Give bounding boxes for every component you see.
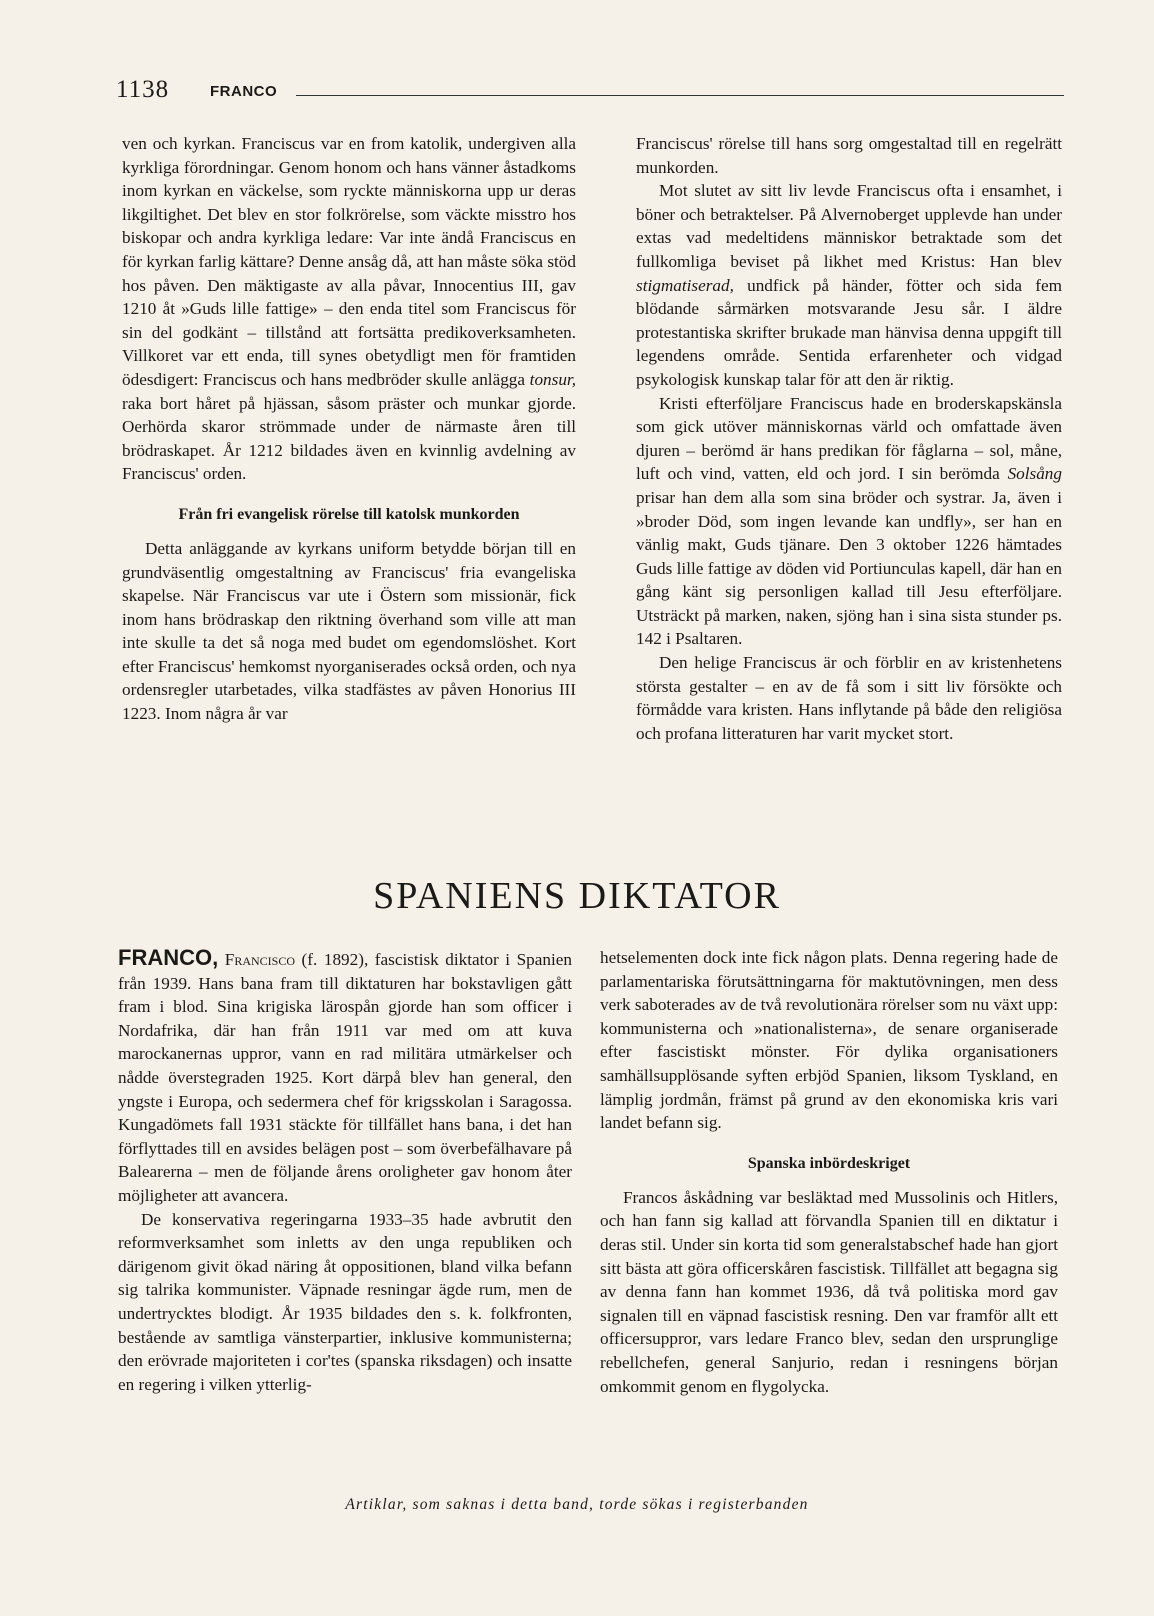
running-header xyxy=(116,76,1064,106)
footer-note: Artiklar, som saknas i detta band, torde sökas i registerbanden xyxy=(345,1496,809,1513)
paragraph: Franciscus' rörelse till hans sorg omgestaltad till en regelrätt munkorden. xyxy=(636,134,1062,177)
paragraph: Detta anläggande av kyrkans uniform betydde början till en grundväsentlig omgestaltning av Franciscus' fria evangeliska skapelse. När Franciscus var ute i Östern som missionär, fick inom hans brödraskap den riktning överhand som ville att man inte skulle ta det så noga med budet om egendomslöshet. Kort efter Franciscus' hemkomst nyorganiserades också orden, och nya ordensregler utarbetades, vilka stadfästes av påven Honorius III 1223. Inom några år var xyxy=(122,538,576,724)
paragraph: De konservativa regeringarna 1933–35 hade avbrutit den reformverksamhet som inletts av den unga republiken och därigenom givit ökad näring åt oppositionen, bland vilka befann sig talrika kommunister. Väpnade resningar ägde rum, men de undertrycktes blodigt. År 1935 bildades den s. k. folkfronten, bestående av samtliga vänsterpartier, inklusive kommunisterna; den erövrade majoriteten i cor'tes (spanska riksdagen) och insatte en regering i vilken ytterlig- xyxy=(118,1209,572,1394)
paragraph: hetselementen dock inte fick någon plats. Denna regering hade de parlamentariska förutsättningarna för maktutövningen, men dess verk saboterades av de två revolutionära rörelser som nu växt upp: kommunisterna och »nationalisterna», de senare organiserade efter fascistiskt mönster. För dylika organisationers samhällsupplösande syften erbjöd Spanien, liksom Tyskland, en lämplig jordmån, främst på grund av den ekonomiska kris vari landet befann sig. xyxy=(600,948,1058,1133)
running-title: FRANCO xyxy=(210,83,278,100)
column-1 xyxy=(122,132,576,726)
subheading: Spanska inbördeskriget xyxy=(747,1154,911,1172)
page-number: 1138 xyxy=(116,76,170,103)
paragraph: Den helige Franciscus är och förblir en av kristenhetens största gestalter – en av de få som i sitt liv försökte och förmådde vara kristen. Hans inflytande på både den religiösa och profana litteraturen har varit mycket stort. xyxy=(636,653,1062,743)
paragraph: Francos åskådning var besläktad med Mussolinis och Hitlers, och han fann sig kallad att förvandla Spanien till en diktatur i deras stil. Under sin korta tid som generalstabschef hade han gjort sitt bästa att göra officerskåren fascistisk. Tillfället att begagna sig av denna fann han kommet 1936, då två politiska mord gav signalen till en väpnad fascistisk resning. Den var framför allt ett officersuppror, vars ledare Franco blev, sedan den ursprunglige rebellchefen, general Sanjurio, redan i resningens början omkommit genom en flygolycka. xyxy=(600,1187,1058,1396)
section-title: SPANIENS DIKTATOR xyxy=(373,875,781,917)
header-rule xyxy=(296,95,1064,96)
lead-name: Francisco xyxy=(224,950,296,969)
column-3 xyxy=(118,946,572,1396)
paragraph: FRANCO, Francisco (f. 1892), fascistisk diktator i Spanien från 1939. Hans bana fram till diktaturen har bokstavligen gått fram i blod. Sina krigiska lärospån gjorde han som officer i Nordafrika, där han från 1911 var med om att kuva marockanernas uppror, vann en rad militära utmärkelser och nådde överstegraden 1925. Kort därpå blev han general, den yngste i Europa, och sedermera chef för krigsskolan i Saragossa. Kungadömets fall 1931 stäckte för tillfället hans bana, i det han förflyttades till en avsides belägen post – som överbefälhavare på Balearerna – men de följande årens oroligheter gav honom åter möjligheter att avancera. xyxy=(118,945,572,1205)
column-4 xyxy=(600,946,1058,1398)
column-2 xyxy=(636,132,1062,745)
paragraph: Kristi efterföljare Franciscus hade en broderskapskänsla som gick utöver människornas värld och omfattade även djuren – berömd är hans predikan för fåglarna – sol, måne, luft och vind, vatten, eld och jord. I sin berömda Solsång prisar han dem alla som sina bröder och systrar. Ja, även i »broder Död, som ingen levande kan undfly», ser han en vänlig makt, Guds tjänare. Den 3 oktober 1226 hämtades Guds lille fattige av döden vid Portiunculas kapell, där han en gång känt sig personligen kallad till Jesu efterföljare. Utsträckt på marken, naken, sjöng han i sina sista stunder ps. 142 i Psaltaren. xyxy=(636,393,1062,649)
subheading: Från fri evangelisk rörelse till katolsk munkorden xyxy=(178,505,520,523)
lead-word: FRANCO, xyxy=(118,945,219,970)
paragraph: Mot slutet av sitt liv levde Franciscus ofta i ensamhet, i böner och betraktelser. På Alvernoberget upplevde han under extas vad medeltidens människor betraktade som det fullkomliga beviset på likhet med Kristus: Han blev stigmatiserad, undfick på händer, fötter och sida fem blödande sårmärken motsvarande Jesu sår. I äldre protestantiska skrifter brukade man hänvisa denna uppgift till legendens område. Sentida erfarenheter och vidgad psykologisk kunskap talar för att den är riktig. xyxy=(636,181,1062,389)
paragraph: ven och kyrkan. Franciscus var en from katolik, undergiven alla kyrkliga förordningar. Genom honom och hans vänner åstadkoms inom kyrkan en väckelse, som ryckte människorna upp ur deras likgiltighet. Det blev en stor folkrörelse, som väckte misstro hos biskopar och andra kyrkliga ledare: Var inte ändå Franciscus en för kyrkan farlig kättare? Denne ansåg då, att han måste söka stöd hos påven. Den mäktigaste av alla påvar, Innocentius III, gav 1210 åt »Guds lille fattige» – den enda titel som Franciscus för sin del godkänt – tillstånd att fortsätta predikoverksamheten. Villkoret var ett enda, till synes obetydligt men för framtiden ödesdigert: Franciscus och hans medbröder skulle anlägga tonsur, raka bort håret på hjässan, såsom präster och munkar gjorde. Oerhörda skaror strömmade under de närmaste åren till brödraskapet. År 1212 bildades även en kvinnlig avdelning av Franciscus' orden. xyxy=(122,134,576,484)
